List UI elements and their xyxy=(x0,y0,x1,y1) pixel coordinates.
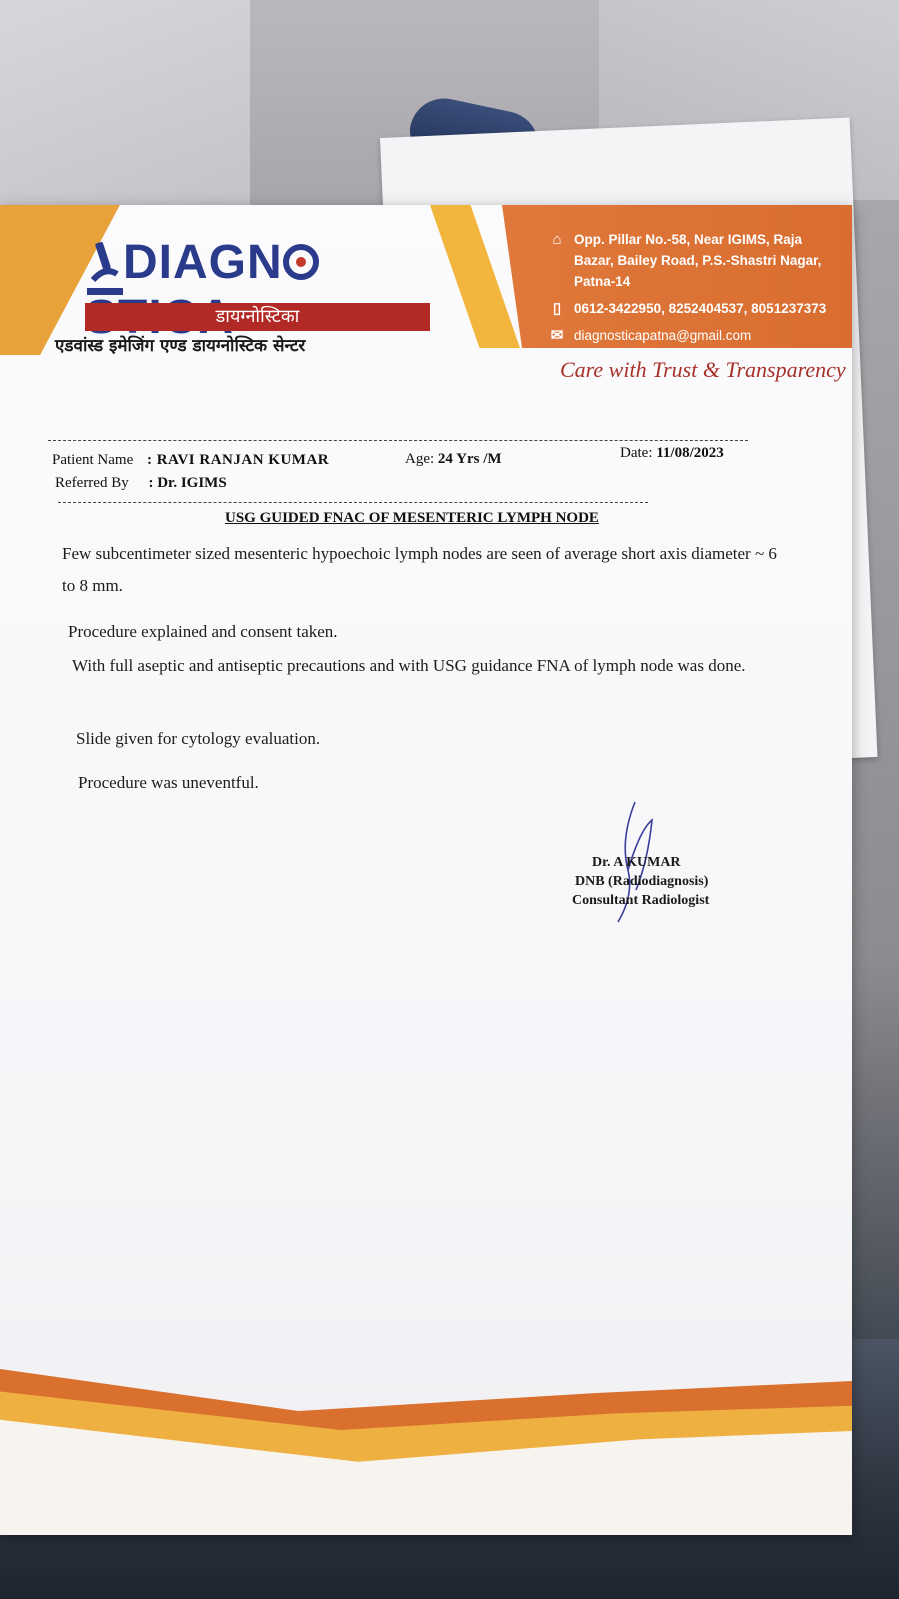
slide-note: Slide given for cytology evaluation. xyxy=(76,729,321,748)
motto: Care with Trust & Transparency xyxy=(560,357,846,382)
referred-label: Referred By xyxy=(55,475,129,491)
tagline-hindi: एडवांस्ड इमेजिंग एण्ड डायग्नोस्टिक सेन्टर xyxy=(55,336,306,356)
report-page xyxy=(0,205,852,1535)
patient-name: : RAVI RANJAN KUMAR xyxy=(146,452,330,468)
signatory-name: Dr. A KUMAR xyxy=(592,855,681,870)
age-label: Age: xyxy=(405,451,435,467)
phone: 0612-3422950, 8252404537, 8051237373 xyxy=(574,301,827,316)
divider-top xyxy=(48,440,748,441)
date-row xyxy=(620,445,724,462)
email: diagnosticapatna@gmail.com xyxy=(574,328,752,343)
referred-by: : Dr. IGIMS xyxy=(148,475,227,491)
report-title: USG GUIDED FNAC OF MESENTERIC LYMPH NODE xyxy=(225,510,599,526)
date: 11/08/2023 xyxy=(656,445,724,461)
finding-paragraph: Few subcentimeter sized mesenteric hypoechoic lymph nodes are seen of average short axis diameter ~ 6 to 8 mm. xyxy=(62,544,777,595)
divider-bottom xyxy=(58,502,648,503)
signatory-title: Consultant Radiologist xyxy=(572,893,710,908)
patient-name-label: Patient Name xyxy=(52,452,134,468)
age-row xyxy=(405,451,502,468)
age: 24 Yrs /M xyxy=(437,451,502,467)
signature-block xyxy=(572,853,709,910)
procedure-consent: Procedure explained and consent taken. xyxy=(68,622,338,641)
contact-block xyxy=(548,229,834,352)
logo xyxy=(85,235,435,345)
procedure-details: With full aseptic and antiseptic precautions and with USG guidance FNA of lymph node was done. xyxy=(72,656,746,675)
phone-icon: ▯ xyxy=(552,300,562,317)
home-icon: ⌂ xyxy=(552,231,562,248)
logo-wordmark: DIAGN xyxy=(85,235,435,345)
address: Opp. Pillar No.-58, Near IGIMS, Raja Bazar, Bailey Road, P.S.-Shastri Nagar, Patna-14 xyxy=(574,232,822,289)
logo-hindi: डायग्नोस्टिका xyxy=(85,303,430,331)
signatory-degree: DNB (Radiodiagnosis) xyxy=(575,874,709,889)
logo-o-mark xyxy=(283,244,319,280)
background-wall-left xyxy=(0,0,250,220)
patient-name-row xyxy=(52,452,329,469)
procedure-outcome: Procedure was uneventful. xyxy=(78,773,259,792)
date-label: Date: xyxy=(620,445,653,461)
referred-row xyxy=(55,475,227,492)
mail-icon: ✉ xyxy=(550,327,564,344)
